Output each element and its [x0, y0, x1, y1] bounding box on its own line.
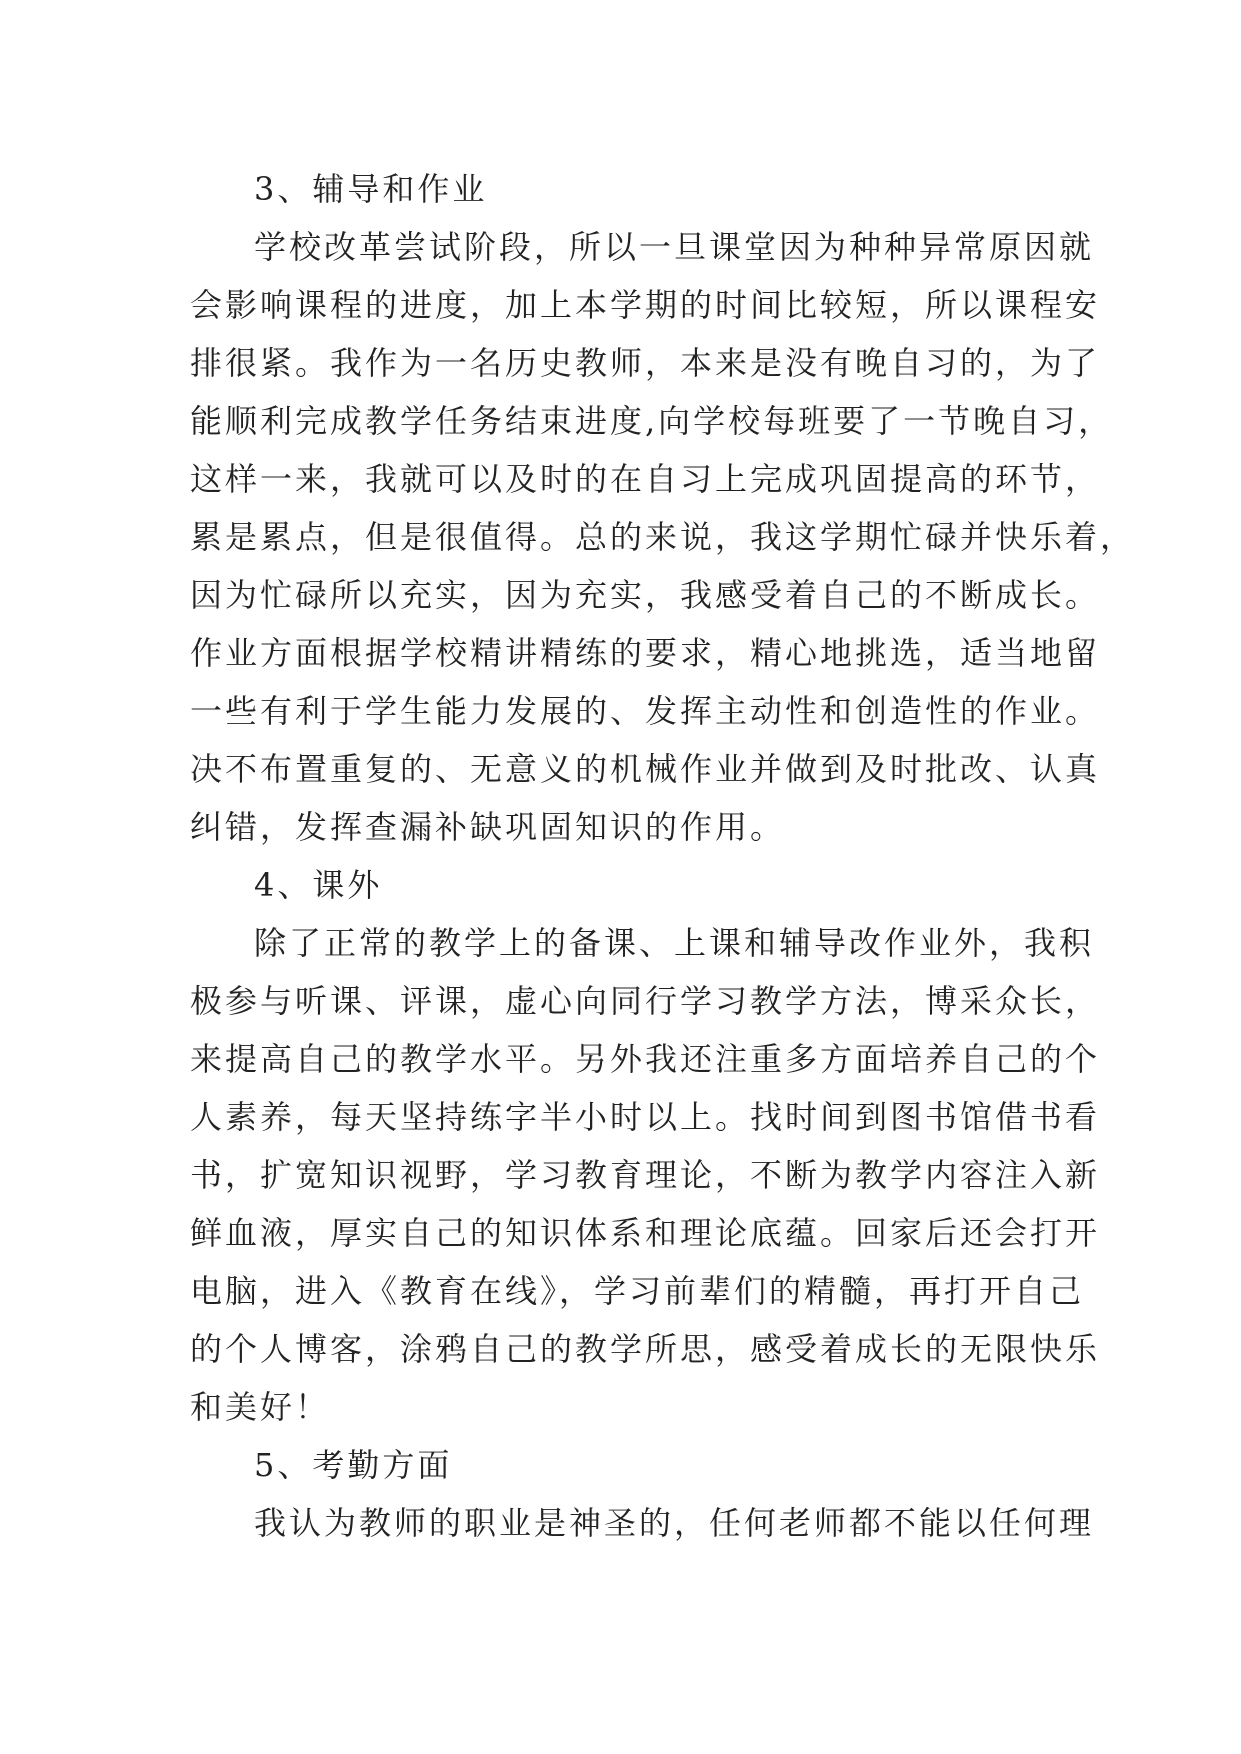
paragraph-line: 书，扩宽知识视野，学习教育理论，不断为教学内容注入新 — [190, 1156, 1101, 1194]
section-attendance — [190, 1436, 1095, 1552]
section-heading: 4、课外 — [254, 866, 383, 904]
paragraph-line: 极参与听课、评课，虚心向同行学习教学方法，博采众长， — [190, 982, 1101, 1020]
paragraph-line: 累是累点，但是很值得。总的来说，我这学期忙碌并快乐着， — [190, 518, 1136, 556]
paragraph-line: 人素养，每天坚持练字半小时以上。找时间到图书馆借书看 — [190, 1098, 1101, 1136]
paragraph-line: 纠错，发挥查漏补缺巩固知识的作用。 — [190, 808, 786, 846]
paragraph-line: 排很紧。我作为一名历史教师，本来是没有晚自习的，为了 — [190, 344, 1101, 382]
section-tutoring-homework — [190, 160, 1136, 856]
section-extracurricular — [190, 856, 1101, 1436]
paragraph-line: 这样一来，我就可以及时的在自习上完成巩固提高的环节， — [190, 460, 1101, 498]
paragraph-line: 学校改革尝试阶段，所以一旦课堂因为种种异常原因就 — [254, 228, 1095, 266]
paragraph-line: 电脑，进入《教育在线》，学习前辈们的精髓，再打开自己 — [190, 1272, 1085, 1310]
paragraph-line: 来提高自己的教学水平。另外我还注重多方面培养自己的个 — [190, 1040, 1101, 1078]
paragraph-line: 会影响课程的进度，加上本学期的时间比较短，所以课程安 — [190, 286, 1101, 324]
section-heading: 3、辅导和作业 — [254, 170, 488, 208]
paragraph-line: 我认为教师的职业是神圣的，任何老师都不能以任何理 — [254, 1504, 1095, 1542]
paragraph-line: 的个人博客，涂鸦自己的教学所思，感受着成长的无限快乐 — [190, 1330, 1101, 1368]
paragraph-line: 和美好！ — [190, 1388, 331, 1426]
paragraph-line: 一些有利于学生能力发展的、发挥主动性和创造性的作业。 — [190, 692, 1101, 730]
paragraph-line: 除了正常的教学上的备课、上课和辅导改作业外，我积 — [254, 924, 1095, 962]
paragraph-line: 能顺利完成教学任务结束进度,向学校每班要了一节晚自习， — [190, 402, 1114, 440]
paragraph-line: 鲜血液，厚实自己的知识体系和理论底蕴。回家后还会打开 — [190, 1214, 1101, 1252]
section-heading: 5、考勤方面 — [254, 1446, 453, 1484]
paragraph-line: 因为忙碌所以充实，因为充实，我感受着自己的不断成长。 — [190, 576, 1101, 614]
paragraph-line: 作业方面根据学校精讲精练的要求，精心地挑选，适当地留 — [190, 634, 1101, 672]
document-body — [190, 160, 1136, 1552]
paragraph-line: 决不布置重复的、无意义的机械作业并做到及时批改、认真 — [190, 750, 1101, 788]
